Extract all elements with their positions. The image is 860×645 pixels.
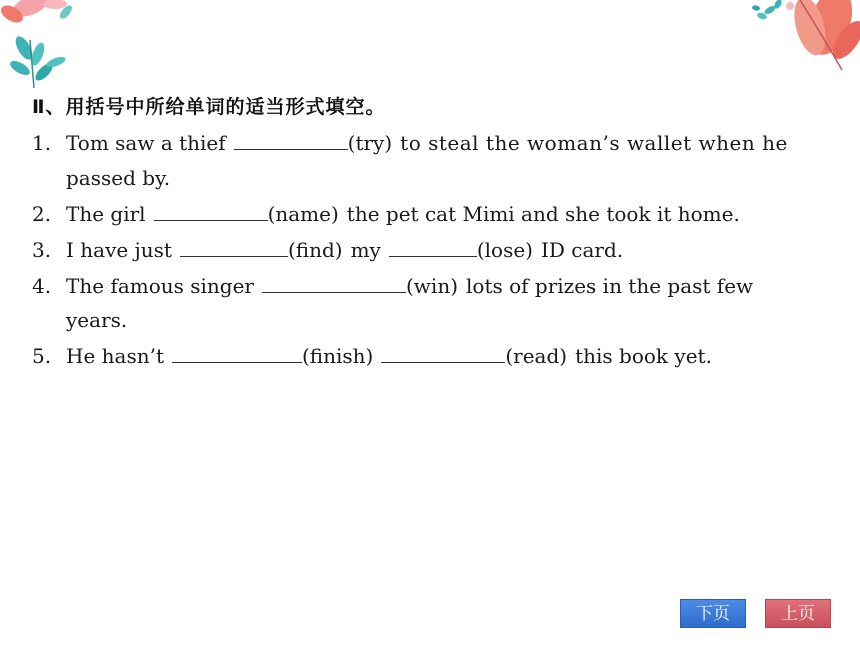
item-text-after: this book yet. (575, 344, 712, 368)
item-hint: (name) (267, 202, 339, 226)
answer-blank[interactable] (389, 236, 477, 257)
answer-blank[interactable] (154, 200, 268, 221)
item-number: 1. (32, 131, 52, 155)
answer-blank[interactable] (234, 129, 348, 150)
answer-blank[interactable] (172, 342, 302, 363)
previous-page-button[interactable]: 上页 (765, 599, 831, 628)
item-hint: (read) (505, 344, 568, 368)
item-number: 3. (32, 238, 52, 262)
answer-blank[interactable] (180, 236, 288, 257)
exercise-heading: Ⅱ、用括号中所给单词的适当形式填空。 (32, 96, 386, 118)
item-text-before: I have just (66, 238, 172, 262)
exercise-item-4 (32, 272, 753, 299)
item-text-middle: my (350, 238, 381, 262)
item-text-after: to steal the woman’s wallet when he (400, 131, 788, 155)
item-text-after: the pet cat Mimi and she took it home. (346, 202, 740, 226)
item-text-after: lots of prizes in the past few (466, 274, 754, 298)
item-number: 4. (32, 274, 52, 298)
answer-blank[interactable] (262, 272, 406, 293)
item-text-before: The famous singer (66, 274, 254, 298)
exercise-item-2 (32, 200, 740, 227)
exercise-item-3 (32, 236, 623, 263)
item-hint: (win) (406, 274, 459, 298)
item-text-after: ID card. (541, 238, 624, 262)
item-hint: (try) (347, 131, 393, 155)
item-hint: (finish) (301, 344, 374, 368)
item-hint: (find) (287, 238, 343, 262)
floral-decoration-right (730, 0, 860, 75)
exercise-item-1 (32, 129, 788, 156)
exercise-item-4-continuation: years. (66, 308, 128, 332)
exercise-item-5 (32, 342, 712, 369)
item-text-before: Tom saw a thief (66, 131, 226, 155)
item-text-before: He hasn’t (66, 344, 164, 368)
exercise-item-1-continuation: passed by. (66, 166, 171, 190)
floral-decoration-left (0, 0, 90, 95)
item-hint: (lose) (476, 238, 533, 262)
item-number: 5. (32, 344, 52, 368)
next-page-button[interactable]: 下页 (680, 599, 746, 628)
item-number: 2. (32, 202, 52, 226)
answer-blank[interactable] (381, 342, 505, 363)
item-text-before: The girl (66, 202, 146, 226)
